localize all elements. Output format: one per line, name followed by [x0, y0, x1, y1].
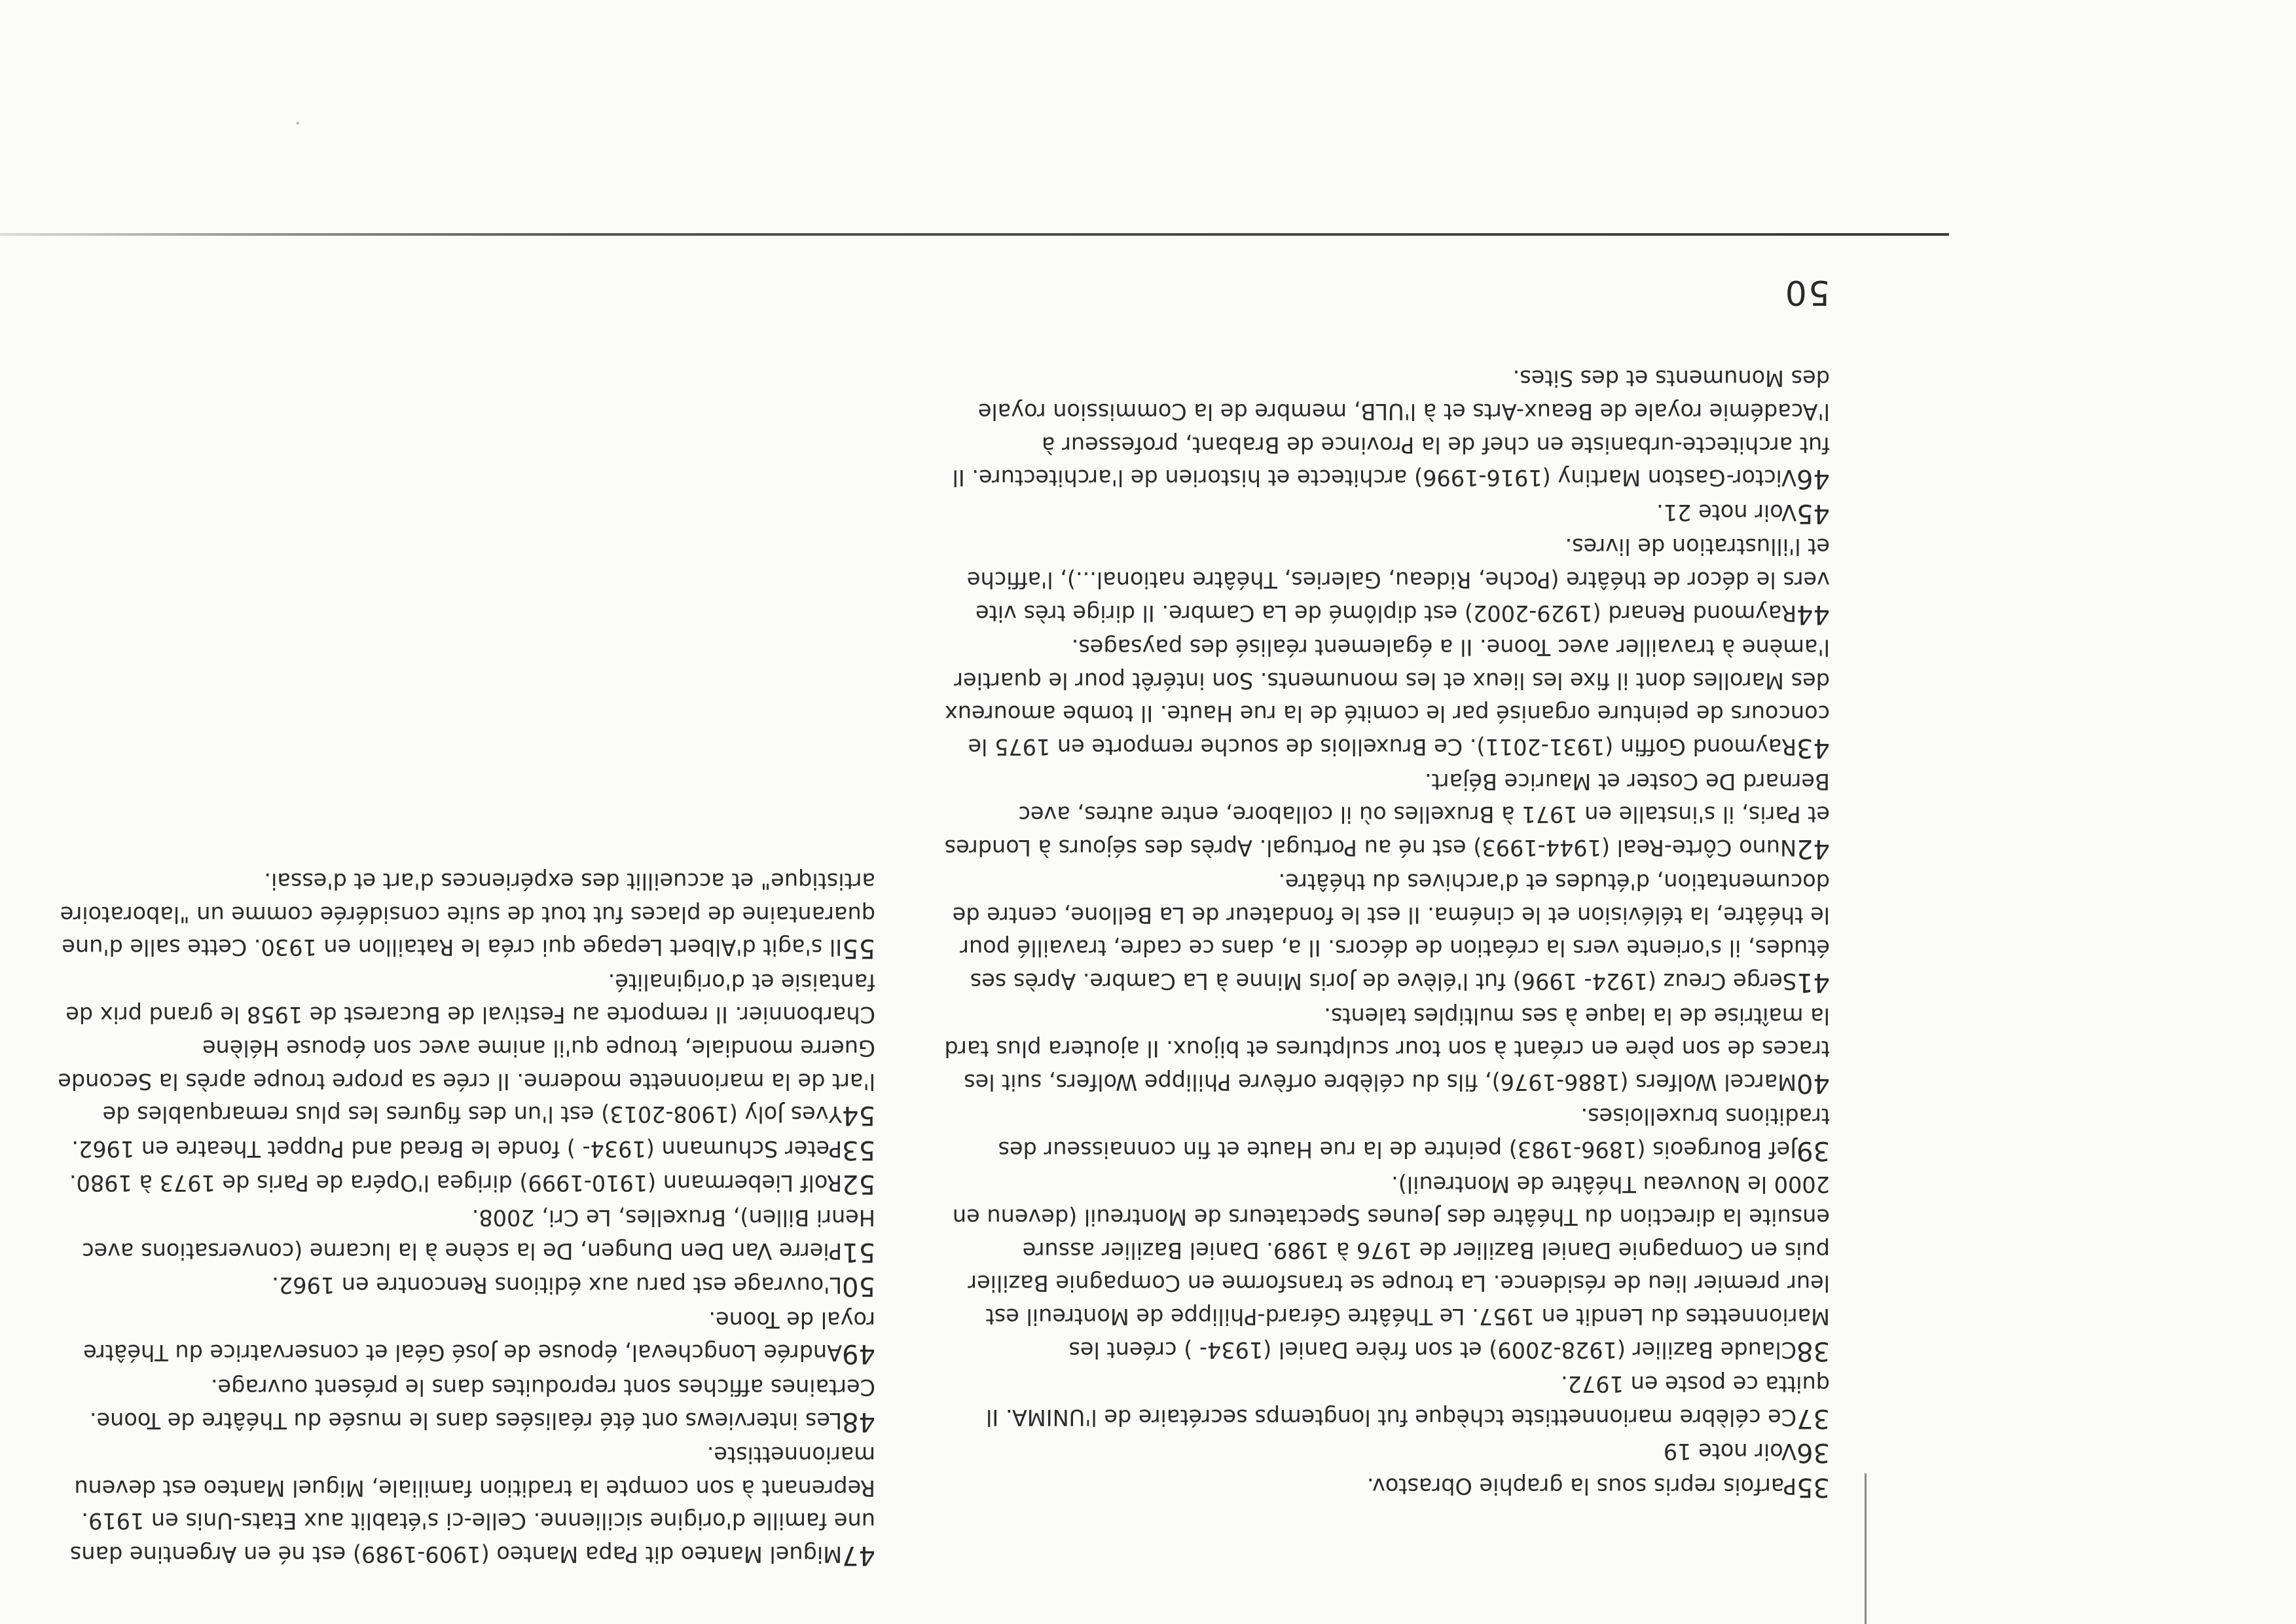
margin-line	[1865, 1473, 1867, 1624]
footnote-text: Rolf Liebermann (1910-1999) dirigea l'Opéra de Paris de 1973 à 1980.	[69, 1170, 843, 1196]
footnote-text: Voir note 19	[1663, 1439, 1797, 1465]
footnote-number: 54	[842, 1100, 875, 1131]
footnotes-column-right	[50, 864, 875, 1572]
footnote	[57, 1166, 875, 1201]
footnote-number: 41	[1796, 967, 1830, 998]
footnote	[939, 865, 1830, 999]
footnote-text: Jef Bourgeois (1896-1983) peintre de la rue Haute et fin connaisseur des traditions bruxelloises.	[991, 1103, 1830, 1163]
footnote-text: Marcel Wolfers (1886-1976), fils du célèbre orfèvre Philippe Wolfers, suit les traces de son père en créant à son tour sculptures et bijoux. Il ajoutera plus tard la maîtrise de la laque à ses multiples talents.	[937, 1003, 1830, 1095]
footnote-text: Parfois repris sous la graphie Obrastov.	[1367, 1473, 1797, 1499]
footnote	[57, 1268, 875, 1303]
footnote-text: Peter Schumann (1934- ) fonde le Bread and Puppet Theatre en 1962.	[71, 1135, 843, 1162]
footnote-text: Pierre Van Den Dungen, De la scène à la lucarne (conversations avec Henri Billen), Bruxelles, Le Cri, 2008.	[75, 1205, 875, 1264]
footnote-number: 53	[842, 1134, 875, 1165]
footnote-text: Ce célèbre marionnettiste tchèque fut longtemps secrétaire de l'UNIMA. Il quitta ce poste en 1972.	[979, 1371, 1830, 1430]
footnote-text: Claude Bazilier (1928-2009) et son frère Daniel (1934- ) créent les Marionnettes du Lendit en 1957. Le Théâtre Gérard-Philippe de Montreuil est leur premier lieu de résidence. La troupe se transforme en Compagnie Bazilier puis en Compagnie Daniel Bazilier de 1976 à 1989. Daniel Bazilier assure ensuite la direction du Théâtre des Jeunes Spectateurs de Montreuil (devenu en 2000 le Nouveau Théâtre de Montreuil).	[945, 1171, 1830, 1363]
footnote-text: Voir note 21.	[1656, 499, 1797, 525]
footnote-text: Les interviews ont été réalisées dans le musée du Théâtre de Toone. Certaines affiches sont reproduites dans le présent ouvrage.	[82, 1375, 875, 1433]
footnote-number: 44	[1796, 599, 1830, 629]
footnote-number: 46	[1796, 464, 1830, 494]
footnote	[939, 1167, 1830, 1367]
footnote-number: 37	[1796, 1403, 1830, 1433]
footnote	[939, 1469, 1830, 1504]
footnote	[57, 1438, 875, 1572]
footnote-number: 51	[842, 1236, 875, 1267]
footnote-number: 39	[1796, 1135, 1830, 1166]
footnote	[939, 999, 1830, 1099]
footnote	[57, 1200, 875, 1268]
footnote-number: 47	[842, 1540, 875, 1570]
footnote-text: L'ouvrage est paru aux éditions Rencontre en 1962.	[272, 1272, 843, 1299]
footnote	[57, 1132, 875, 1166]
page-number: 50	[1783, 272, 1830, 312]
footnote-number: 35	[1796, 1472, 1830, 1502]
footnote	[939, 530, 1830, 631]
footnote-number: 36	[1796, 1437, 1830, 1468]
footnote	[50, 965, 875, 1132]
gutter-rule	[0, 233, 1949, 236]
footnote-number: 48	[842, 1406, 875, 1437]
footnote-number: 45	[1796, 498, 1830, 528]
footnotes-column-left	[939, 361, 1830, 1504]
footnote-text: Serge Creuz (1924- 1996) fut l'élève de Joris Minne à La Cambre. Après ses études, il s'oriente vers la création de décors. Il a, dans ce cadre, travaillé pour le théâtre, la télévision et le cinéma. Il est le fondateur de La Bellone, centre de documentation, d'études et d'archives du théâtre.	[945, 869, 1830, 995]
footnote-text: Victor-Gaston Martiny (1916-1996) architecte et historien de l'architecture. Il fut architecte-urbaniste en chef de la Province de Brabant, professeur à l'Académie royale de Beaux-Arts et à l'ULB, membre de la Commission royale des Monuments et des Sites.	[945, 365, 1830, 491]
footnote-text: Il s'agit d'Albert Lepage qui créa le Rataillon en 1930. Cette salle d'une quarantaine de places fut tout de suite considérée comme un "laboratoire artistique" et accueillit des expériences d'art et d'essai.	[53, 868, 875, 961]
footnote-number: 40	[1796, 1067, 1830, 1098]
footnote-number: 52	[842, 1169, 875, 1200]
footnote	[53, 864, 875, 965]
footnote	[939, 361, 1830, 495]
footnote	[57, 1370, 875, 1437]
footnote	[939, 764, 1830, 865]
footnote-text: Andrée Longcheval, épouse de José Géal et conservatrice du Théâtre royal de Toone.	[76, 1306, 875, 1366]
footnote-number: 55	[842, 933, 875, 964]
footnote	[57, 1302, 875, 1370]
footnote-number: 43	[1796, 732, 1830, 763]
footnote	[939, 1099, 1830, 1167]
footnote-text: Raymond Goffin (1931-2011). Ce Bruxellois de souche remporte en 1975 le concours de peinture organisé par le comité de la rue Haute. Il tombe amoureux des Marolles dont il fixe les lieux et les monuments. Son intérêt pour le quartier l'amène à travailler avec Toone. Il a également réalisé des paysages.	[938, 635, 1830, 760]
footnote	[939, 495, 1830, 530]
footnote-text: Raymond Renard (1929-2002) est diplômé de La Cambre. Il dirige très vite vers le décor de théâtre (Poche, Rideau, Galeries, Théâtre national...), l'affiche et l'illustration de livres.	[960, 534, 1830, 626]
footnote	[939, 1435, 1830, 1469]
footnote-text: Miguel Manteo dit Papa Manteo (1909-1989) est né en Argentine dans une famille d'origine sicilienne. Celle-ci s'établit aux Etats-Unis en 1919. Reprenant à son compte la tradition familiale, Miguel Manteo est devenu marionnettiste.	[63, 1442, 875, 1567]
footnote-number: 49	[842, 1338, 875, 1369]
footnote-text: Yves Joly (1908-2013) est l'un des figures les plus remarquables de l'art de la marionnette moderne. Il crée sa propre troupe après la Seconde Guerre mondiale, troupe qu'il anime avec son épouse Hélène Charbonnier. Il remporte au Festival de Bucarest de 1958 le grand prix de fantaisie et d'originalité.	[50, 969, 875, 1128]
footnote	[939, 1367, 1830, 1435]
footnote-text: Nuno Côrte-Real (1944-1993) est né au Portugal. Après des séjours à Londres et Paris, il s'installe en 1971 à Bruxelles où il collabore, entre autres, avec Bernard De Coster et Maurice Béjart.	[938, 768, 1830, 860]
footnote-number: 50	[842, 1271, 875, 1302]
footnote-number: 38	[1796, 1335, 1830, 1366]
scan-speck	[297, 122, 299, 124]
footnote-number: 42	[1796, 833, 1830, 864]
footnote	[939, 631, 1830, 764]
